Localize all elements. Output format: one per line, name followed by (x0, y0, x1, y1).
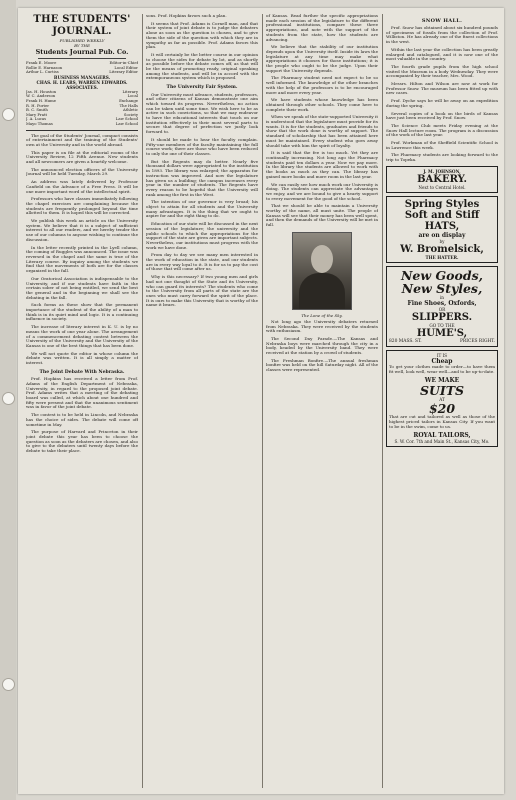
hats-trade: THE HATTER. (425, 254, 459, 260)
article-paragraph: Professors who have classes immediately following the chapel exercises are complaining because the students are frequently prolonged beyond the time allotted to them. It is hoped this will be corrected. (26, 196, 138, 216)
associates-list (26, 90, 138, 127)
article-paragraph: But the Regents may do better. Nearly five thousand dollars were appropriated to the institution in 1893. The library was enlarged; the apparatus for instruction was improved. And now the legislature has given us a building; the campus increases every year in the number of students. The Regents have every reason to be hopeful that the University will rank among the first in the West. (146, 158, 258, 197)
article-paragraph: The purpose of Harvard and Princeton in their joint debate this year has been to choose the question as soon as the debaters are chosen, and also to give to the debaters until twenty days before the debate to take their place. (26, 429, 138, 454)
associates-heading: ASSOCIATES. (66, 84, 98, 90)
article-paragraph: The intention of our governor is very broad; his object to attain for all students and the University many advantages. It is the thing that we ought to aspire for and the right thing to do. (146, 199, 258, 219)
portrait-caption: The Lone of the Sky. (301, 312, 343, 318)
suits-intro: To get your clothes made to order—to have them fit well, look well, wear well—and to be up-to-date. (389, 363, 495, 374)
suits-ad (386, 350, 498, 448)
managers-line: CHAS. H. LEARS, WARREN EDWARDS. (36, 79, 128, 85)
binder-hole (2, 108, 15, 121)
suits-line: WE MAKE (424, 377, 460, 385)
associate-name: W. C. Anderson (26, 93, 56, 99)
shoes-prices: PRICES RIGHT. (459, 338, 495, 344)
associate-role: Exchange (119, 97, 138, 103)
portrait-coat (299, 273, 345, 309)
article-heading: The Joint Debate With Nebraska. (39, 369, 125, 375)
article-paragraph: Prof. Hopkins has received a letter from Prof. Adams of the English Department of Nebraska, University, in regard to the proposed joint debate. Prof. Adams writes that a meeting of the debating board was called, at which about one hundred and fifty were present and that the unanimous sentiment was in favor of the joint debate. (26, 376, 138, 410)
binder-hole (2, 678, 15, 691)
suits-shop: ROYAL TAILORS, (413, 432, 471, 440)
binder-hole (2, 392, 15, 405)
article-paragraph: of Kansas. Read further the specific appropriations made each session of the legislature to the different professional institutions, compare these three appropriations, and note with the support of the students from the state, how the students are advancing. (266, 14, 378, 42)
associate-role: Law School (115, 116, 138, 122)
associate-row (26, 122, 138, 127)
article-paragraph: The announced election officers of the University Journal will be held Tuesday, March 29. (26, 166, 138, 177)
associate-role: Law School (115, 120, 138, 126)
associate-role: The Halls (119, 102, 138, 108)
article-paragraph: Prof. Dyche says he will be away on an expedition during the spring. (386, 98, 498, 108)
staff-name: Arthur L. Curtiss (26, 69, 59, 75)
article-paragraph: The Pharmacy students are looking forward to the trip to Topeka. (386, 152, 498, 163)
associate-role: Local (127, 93, 138, 99)
suits-price: $20 (428, 401, 456, 417)
staff-name: Frank E. Moore (26, 60, 57, 65)
article-paragraph: We believe that the stability of our institution depends upon the University itself. Inside its laws the legislature at any time may make what appropriations it chooses for those institutions; it is the people who ought to be the judge. Upon their support the University depends. (266, 44, 378, 73)
article-paragraph: Our Oratorical Association is indispensable to the University, and if our students have faith in the certain sober of not being entitled, we send the best the general and in the beginning we shall see the debating in the fall. (26, 275, 138, 300)
staff-heading: BUSINESS MANAGERS. (53, 74, 111, 80)
staff-list (26, 61, 138, 75)
published-line: PUBLISHED WEEKLY (59, 38, 105, 43)
article-paragraph: Prof. Snow has obtained about six hundred pounds of specimens of fossils from the collection of Prof. Williston. He has already one of the finest collections in the west. (386, 25, 498, 45)
hats-line: HATS, (424, 220, 460, 232)
shoes-ad (386, 266, 498, 347)
masthead-title: THE STUDENTS' JOURNAL. (33, 14, 131, 37)
column-2 (146, 14, 258, 788)
column-rule (382, 14, 383, 788)
shoes-footer (389, 339, 495, 344)
hats-line: Spring Styles (404, 198, 480, 210)
article-paragraph: The Pharmacy student need not expect to be so well informed. The knowledge of the other branches with the help of the professors is to be encouraged more and more every year. (266, 75, 378, 95)
article-paragraph: We will not quote the editor in whose column the debate was written. It is all simply a matter of interest. (26, 350, 138, 366)
associate-name: Mayo Thomas (26, 120, 53, 126)
portrait-engraving (292, 232, 352, 310)
article-paragraph: We can easily see how much work our University is doing. The students can appreciate the advantages we enjoy, and we are bound to give a hearty support to every movement for the good of the school. (266, 181, 378, 201)
bakery-title: BAKERY. (417, 173, 467, 185)
article-paragraph: The Science Club meets Friday evening at the Snow Hall lecture room. The program is a discussion of the work of the last year. (386, 122, 498, 138)
article-paragraph: The Second Day Parade.—The Kansas and Nebraska boys were marched through the city in a body, headed by the University band. They were received at the station by a crowd of students. (266, 335, 378, 356)
bakery-ad (386, 166, 498, 193)
article-paragraph: Why is this necessary? If two young men and girls had not one thought of the State and its University, who can guard its interests? The students who come to the University from all parts of the state are the ones who must carry forward the spirit of the place. It is ours to make this University that is worthy of the name it bears. (146, 274, 258, 308)
associate-name: Jas. H. Houston (26, 88, 57, 94)
article-paragraph: Prof. Workman of the Sheffield Scientific School is in Lawrence this week. (386, 140, 498, 150)
shoes-goto: GO TO THE (429, 322, 455, 328)
article-paragraph: The increase of literary interest in K. U. is by no means the work of one year alone. The arrangement of a commencement debating contest between the University of the University and the University of the Kansas is one of the best things that has been done. (26, 324, 138, 348)
article-paragraph: From day to day we see many men interested in the work of education in the state, and our students are in every way loyal to it. It is for us to pay the cost of those that will come after us. (146, 252, 258, 272)
column-4 (386, 14, 498, 788)
article-heading: The University Fair System. (166, 85, 238, 91)
shoes-line: Fine Shoes, Oxfords, (407, 299, 477, 307)
article-paragraph: It will certainly be the better course in our opinion to choose the sides for debate by lot, and as shortly as possible before the debate comes off, as that will be the means of promoting ready, original speaking among the students, and will be in accord with the extemporaneous system which is proposed. (146, 51, 258, 81)
associate-name: R. H. Porter (26, 102, 50, 108)
suits-at: AT (439, 397, 445, 403)
newspaper-page (18, 8, 504, 794)
hats-by: by (439, 238, 445, 244)
suits-line: IT IS (436, 352, 448, 358)
bakery-address: Next to Central Hotel. (418, 184, 466, 190)
column-1 (26, 14, 138, 788)
hats-line: are on display (418, 231, 466, 239)
shoes-line: OR (438, 306, 446, 312)
section-heading: SNOW HALL. (421, 18, 463, 24)
article-paragraph: Messrs. Hilton and Wilson are now at work for Professor Snow. The museum has been fitted up with new cases. (386, 81, 498, 96)
associate-role: Athletic (123, 107, 138, 113)
associate-role: Society (123, 111, 138, 117)
staff-name: Rollie E. Harnason (26, 64, 63, 70)
article-paragraph: This paper is on file at the editorial rooms of the University Review, 12 Fifth Avenue. New students and all newcomers are given a heartily welcome. (26, 149, 138, 165)
bakery-owner: J. M. JOHNSON, (423, 168, 461, 174)
column-rule (262, 14, 263, 788)
column-3 (266, 14, 378, 788)
suits-line: Cheap (431, 357, 453, 365)
shoes-line: New Goods, (401, 267, 483, 283)
publisher-name: Students Journal Pub. Co. (35, 48, 129, 56)
hats-ad (386, 196, 498, 263)
associate-name: Frank H. Hume (26, 97, 56, 103)
staff-role: Local Editor (114, 64, 138, 70)
shoes-address: 820 MASS. ST. (389, 338, 422, 344)
article-paragraph: That we should be able to maintain a University worthy of the name, all must unite. The people of Kansas will see that their money has been well spent, and then the demands of the University will be met in full. (266, 203, 378, 228)
staff-role: Literary Editor (109, 69, 138, 75)
article-paragraph: It is said that the fee is too much. Yet they are continually increasing. Not long ago the Pharmacy students paid ten dollars a year. Now we pay more. In the library the students are allowed to work with the books as much as they can. The library has gained more books and more room in the last year. (266, 150, 378, 179)
article-paragraph: sons. Prof. Hopkins favors such a plan. (146, 14, 227, 18)
by-line: BY THE (74, 43, 90, 48)
shoes-line: in (439, 294, 445, 300)
article-paragraph: Within the last year the collection has been greatly enlarged and catalogued, and it is now one of the most valuable in the country. (386, 46, 498, 62)
article-paragraph: We publish this week an article on the University system. We believe that it is a subject of sufficient interest to all our readers, and we hereby tender the use of our columns to anyone wishing to continue the discussion. (26, 218, 138, 242)
article-paragraph: The fourth grade pupils from the high school visited the Museum in a body Wednesday. They were accompanied by their teacher, Mrs. Wood. (386, 63, 498, 79)
article-paragraph: Our University must advance, students, professors, and other citizens of Kansas demonstrate one aim which toward its progress. Nevertheless, no action can be taken until some time. We wish here to be as active in such convictions, so that we may endeavor to have the educational interests that touch on our institution effectively in their most several parts to secure that degree of perfection we justly look forward to. (146, 91, 258, 135)
staff-role: Editor-in-Chief (109, 60, 138, 65)
suits-line: SUITS (419, 383, 465, 399)
article-paragraph: Several copies of a book on the birds of Kansas have just been received by Prof. Snow. (386, 110, 498, 121)
shoes-merchant: HUME'S, (416, 327, 468, 339)
associate-role: Literary (122, 88, 138, 94)
article-paragraph: Such forms as these show that the permanent importance of the student of the ability of a man to think is in its quiet mind and logic. It is a continuing influence in society. (26, 302, 138, 322)
article-paragraph: The goal of the Students' Journal, compact consists of entertainment and the training of the Students' own at the University and in the world abroad. (26, 132, 138, 147)
associate-name: B. C. Smith (26, 107, 48, 113)
hats-line: Soft and Stiff (404, 209, 480, 221)
suits-address: S. W. Cor. 7th and Main St., Kansas City, Mo. (394, 439, 490, 445)
article-paragraph: An address was lately delivered by Professor Canfield on the Advance of a Free Press. It will be one more important word of the intellectual spirit. (26, 179, 138, 194)
article-paragraph: In the letter recently printed in the Lyell column, the coming of Ruggles was announced. The issue was reversed in the chapel and the same is true of the Literary course. By inquiry among the students we find that the movements of both are for the classes organized in the fall. (26, 244, 138, 274)
article-paragraph: The contest is to be held in Lincoln, and Nebraska has the choice of sides. The debate will come off sometime in May. (26, 412, 138, 427)
portrait-face (311, 245, 333, 273)
suits-body: That are cut and tailored as well as those of the highest priced tailors in Kansas City. If you want to be in the swim, come to us. (389, 414, 495, 429)
masthead (26, 14, 138, 131)
associate-name: J. A. Lucas (26, 116, 47, 122)
column-rule (142, 14, 143, 788)
binder-strip (0, 0, 16, 800)
article-paragraph: The Freshman Bonfire.—The annual freshman bonfire was held on the hill Saturday night. All of the classes were represented. (266, 357, 378, 373)
shoes-line: SLIPPERS. (411, 311, 473, 323)
article-paragraph: Not long ago the University debaters returned from Nebraska. They were received by the students with enthusiasm. (266, 318, 378, 334)
article-paragraph: Education of our state will be discussed in the next session of the legislature; the university and the public schools to which the appropriations for the support of the state are given are important subjects. Nevertheless, our institutions must progress with the work we have done. (146, 221, 258, 250)
divider (38, 58, 126, 59)
article-paragraph: When we speak of the state-supported University it is understood that the legislature must provide for its wants. It is for the students, graduates and friends to show that the work done is worthy of support. The standard of scholarship that has been attained here must be maintained. Every student who goes away should take with him the spirit of loyalty. (266, 114, 378, 148)
shoes-line: New Styles, (401, 280, 483, 296)
associate-name: Mary Pratt (26, 111, 48, 117)
article-paragraph: We have students whose knowledge has been obtained through other schools. They come here to complete their work. (266, 97, 378, 112)
hats-merchant: W. Bromelsick, (400, 243, 484, 255)
article-paragraph: It should be made to hear the faculty complain. Fifty-one members of the faculty maintaining the full course work; there are those who have been reduced to only the one of their classes. (146, 136, 258, 156)
article-paragraph: It seems that Prof. Adams is Cornell man, and that their system of joint debate is to judge the debaters alone as soon as the question is chosen, and to give them the side of the question with which they are in sympathy as far as possible. Prof. Adams favors this plan. (146, 20, 258, 50)
